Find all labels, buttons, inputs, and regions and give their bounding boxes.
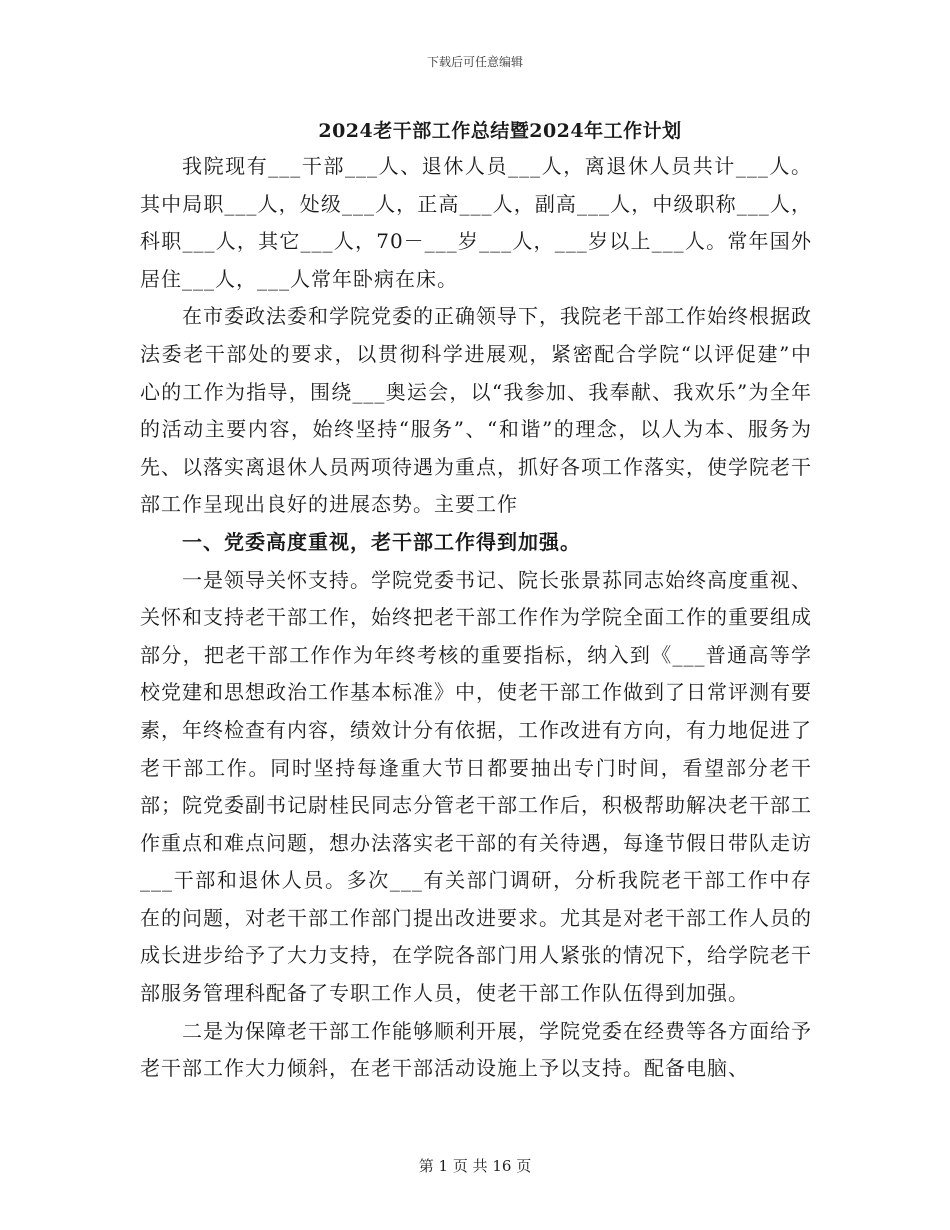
header-note: 下载后可任意编辑: [426, 55, 523, 69]
section-heading-1: 一、党委高度重视，老干部工作得到加强。: [182, 529, 581, 554]
paragraph-leadership-support: 一是领导关怀支持。学院党委书记、院长张景荪同志始终高度重视、关怀和支持老干部工作，始终把老干部工作作为学院全面工作的重要组成部分，把老干部工作作为年终考核的重要指标，纳入到《___普通高等学校党建和思想政治工作基本标准》中，使老干部工作做到了日常评测有要素，年终检查有内容，绩效计分有依据，工作改进有方向，有力地促进了老干部工作。同时坚持每逢重大节日都要抽出专门时间，看望部分老干部；院党委副书记尉桂民同志分管老干部工作后，积极帮助解决老干部工作重点和难点问题，想办法落实老干部的有关待遇，每逢节假日带队走访___干部和退休人员。多次___有关部门调研，分析我院老干部工作中存在的问题，对老干部工作部门提出改进要求。尤其是对老干部工作人员的成长进步给予了大力支持，在学院各部门用人紧张的情况下，给学院老干部服务管理科配备了专职工作人员，使老干部工作队伍得到加强。: [140, 567, 812, 1006]
paragraph-staff-statistics: 我院现有___干部___人、退休人员___人，离退休人员共计___人。其中局职___人，处级___人，正高___人，副高___人，中级职称___人，科职___人，其它___人，70－___岁___人，___岁以上___人。常年国外居住___人，___人常年卧病在床。: [140, 154, 812, 291]
page-number-footer: 第 1 页 共 16 页: [418, 1157, 532, 1175]
paragraph-overview: 在市委政法委和学院党委的正确领导下，我院老干部工作始终根据政法委老干部处的要求，以贯彻科学进展观，紧密配合学院“以评促建”中心的工作为指导，围绕___奥运会，以“我参加、我奉献、我欢乐”为全年的活动主要内容，始终坚持“服务”、“和谐”的理念，以人为本、服务为先、以落实离退休人员两项待遇为重点，抓好各项工作落实，使学院老干部工作呈现出良好的进展态势。主要工作: [140, 304, 812, 517]
document-title: 2024老干部工作总结暨2024年工作计划: [318, 120, 682, 142]
document-body: [140, 148, 812, 1088]
paragraph-funding-support: 二是为保障老干部工作能够顺利开展，学院党委在经费等各方面给予老干部工作大力倾斜，在老干部活动设施上予以支持。配备电脑、: [140, 1018, 812, 1081]
